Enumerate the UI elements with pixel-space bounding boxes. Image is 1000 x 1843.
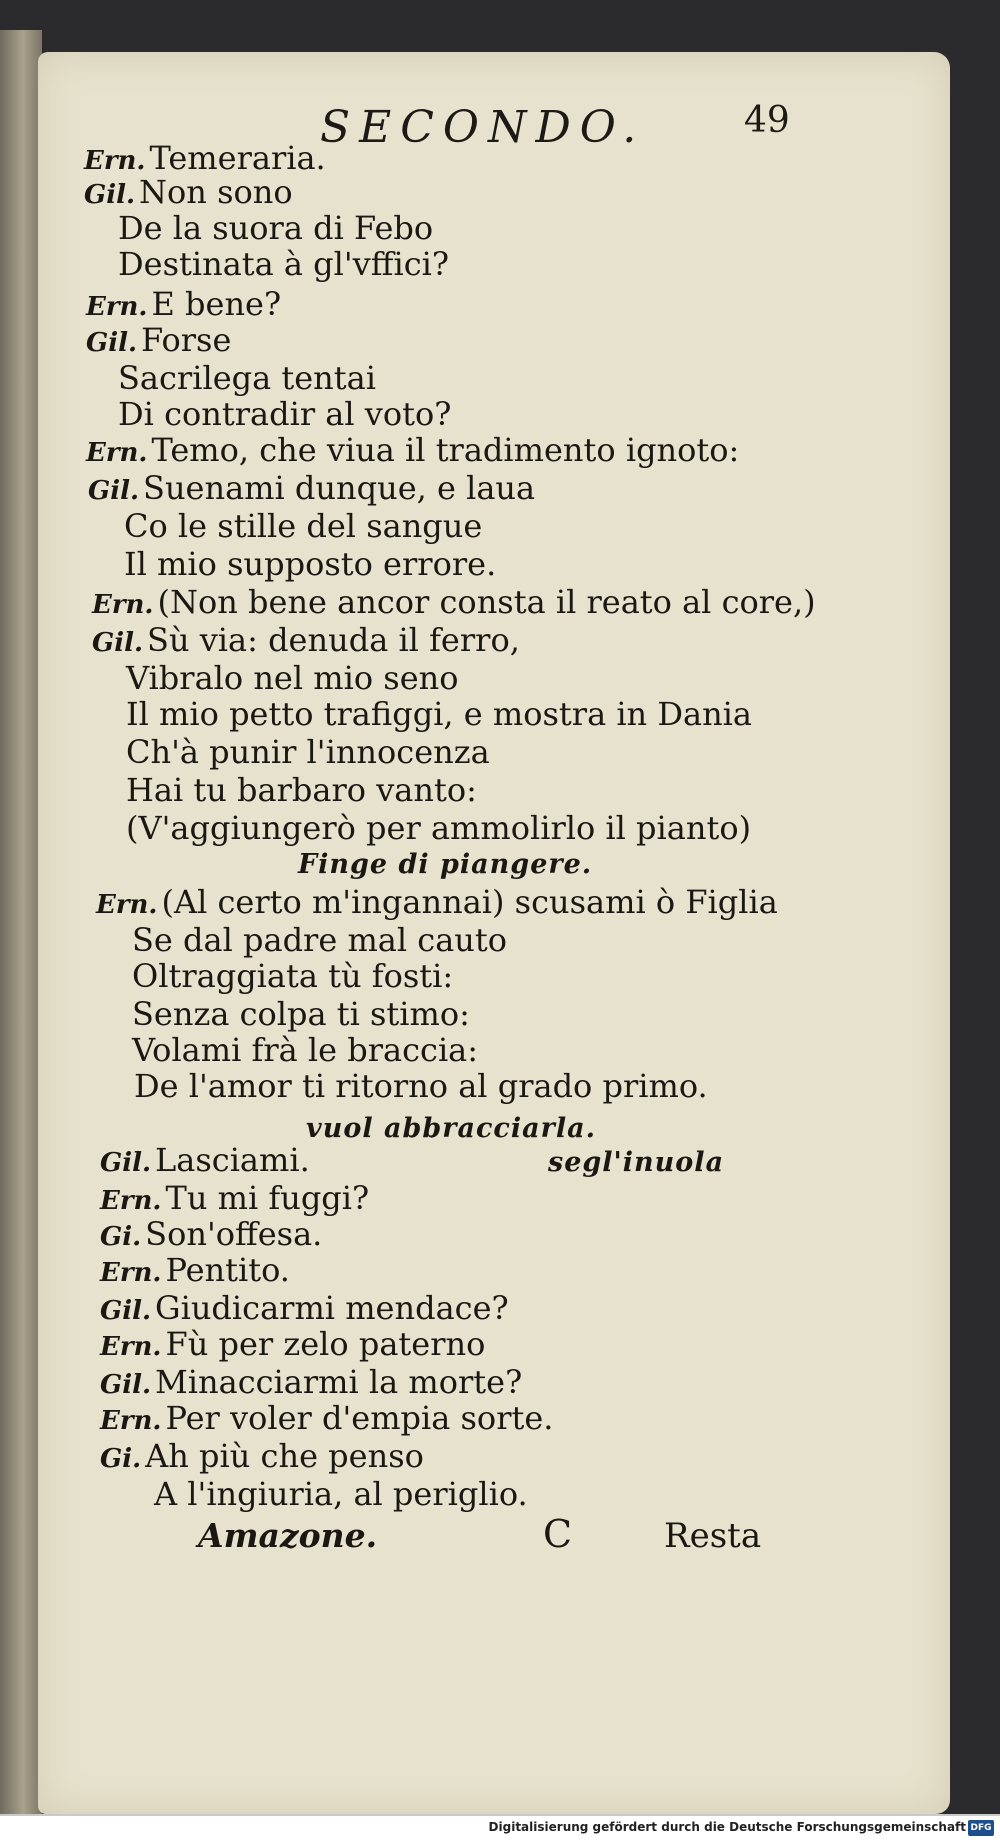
verse-line [132,996,470,1032]
verse-line [124,546,496,582]
speaker-label: Ern. [100,1186,162,1216]
verse-line [88,470,535,509]
verse-line [118,360,376,396]
verse-line [100,1400,553,1439]
verse-line [118,210,433,246]
verse-line [92,584,816,623]
verse-text: Di contradir al voto? [118,395,452,433]
catchword-text: Resta [664,1516,762,1556]
speaker-label: Gil. [86,328,138,358]
speaker-label: Ern. [92,590,154,620]
verse-text: Fù per zelo paterno [165,1325,486,1363]
signature-mark-text: C [543,1512,573,1556]
verse-text: Per voler d'empia sorte. [165,1399,554,1437]
verse-text: E bene? [151,285,282,323]
verse-text: Co le stille del sangue [124,507,483,545]
verse-text: De l'amor ti ritorno al grado primo. [134,1067,708,1105]
verse-line [126,696,752,732]
verse-text: (V'aggiungerò per ammolirlo il pianto) [126,809,752,847]
verse-line [84,174,293,213]
stage-direction-text: segl'inuola [548,1147,725,1178]
speaker-label: Ern. [100,1406,162,1436]
speaker-label: Gil. [100,1370,152,1400]
verse-text: Lasciami. [155,1141,310,1179]
speaker-label: Gil. [84,180,136,210]
verse-text: Temeraria. [149,139,326,177]
verse-line [96,884,778,923]
verse-text: Volami frà le braccia: [132,1031,479,1069]
verse-line [100,1216,322,1255]
verse-line [100,1438,424,1477]
catchword-title-text: Amazone. [198,1516,378,1555]
speaker-label: Gi. [100,1222,142,1252]
digitization-footer [0,1814,1000,1843]
verse-line [86,322,231,361]
speaker-label: Gil. [100,1148,152,1178]
verse-text: Sù via: denuda il ferro, [147,621,520,659]
verse-text: Se dal padre mal cauto [132,921,508,959]
speaker-label: Ern. [86,292,148,322]
verse-text: Son'offesa. [145,1215,323,1253]
verse-text: Ch'à punir l'innocenza [126,733,490,771]
verse-text: Senza colpa ti stimo: [132,995,470,1033]
verse-line [132,958,453,994]
verse-text: Pentito. [165,1251,290,1289]
page-number: 49 [744,100,790,141]
funding-credit: Digitalisierung gefördert durch die Deutsche Forschungsgemeinschaft [488,1820,966,1834]
verse-text: Temo, che viua il tradimento ignoto: [151,431,740,469]
verse-text: De la suora di Febo [118,209,434,247]
book-spine-edge [0,30,42,1820]
stage-direction [298,844,592,883]
verse-text: Il mio petto trafiggi, e mostra in Dania [126,695,752,733]
stage-direction-text: Finge di piangere. [298,849,593,880]
catchword [664,1518,761,1554]
dfg-logo: DFG [968,1820,994,1836]
verse-line [126,734,490,770]
verse-line [126,772,477,808]
verse-line [134,1068,708,1104]
verse-text: Hai tu barbaro vanto: [126,771,477,809]
verse-text: A l'ingiuria, al periglio. [154,1475,528,1513]
book-page [38,52,950,1814]
speaker-label: Ern. [86,438,148,468]
verse-line [100,1364,522,1403]
verse-text: Forse [141,321,232,359]
verse-text: Vibralo nel mio seno [126,659,459,697]
verse-line [92,622,520,661]
verse-text: Non sono [139,173,293,211]
running-title: SECONDO. [320,102,646,153]
verse-text: Ah più che penso [145,1437,424,1475]
verse-line [118,396,451,432]
speaker-label: Gi. [100,1444,142,1474]
verse-line [118,246,449,282]
verse-line [126,660,459,696]
verse-text: Sacrilega tentai [118,359,376,397]
stage-direction-text: vuol abbracciarla. [306,1113,596,1144]
verse-text: Minacciarmi la morte? [155,1363,523,1401]
catchword-title [198,1518,377,1554]
speaker-label: Ern. [100,1332,162,1362]
verse-line [86,432,739,471]
verse-text: Giudicarmi mendace? [155,1289,509,1327]
speaker-label: Ern. [96,890,158,920]
speaker-label: Gil. [88,476,140,506]
play-text [38,52,950,1814]
stage-direction [548,1142,724,1181]
verse-line [154,1476,528,1512]
verse-text: Tu mi fuggi? [165,1179,370,1217]
verse-line [100,1326,485,1365]
speaker-label: Ern. [100,1258,162,1288]
verse-line [126,810,751,846]
verse-line [100,1142,310,1181]
verse-line [132,1032,478,1068]
verse-line [132,922,507,958]
verse-text: (Al certo m'ingannai) scusami ò Figlia [161,883,778,921]
verse-text: (Non bene ancor consta il reato al core,) [157,583,816,621]
verse-text: Il mio supposto errore. [124,545,497,583]
signature-mark [543,1512,573,1556]
verse-line [100,1180,369,1219]
verse-line [124,508,482,544]
speaker-label: Gil. [92,628,144,658]
speaker-label: Ern. [84,146,146,176]
verse-text: Oltraggiata tù fosti: [132,957,454,995]
verse-text: Suenami dunque, e laua [143,469,536,507]
verse-line [100,1290,509,1329]
verse-line [86,286,281,325]
speaker-label: Gil. [100,1296,152,1326]
verse-line [100,1252,290,1291]
verse-text: Destinata à gl'vffici? [118,245,450,283]
